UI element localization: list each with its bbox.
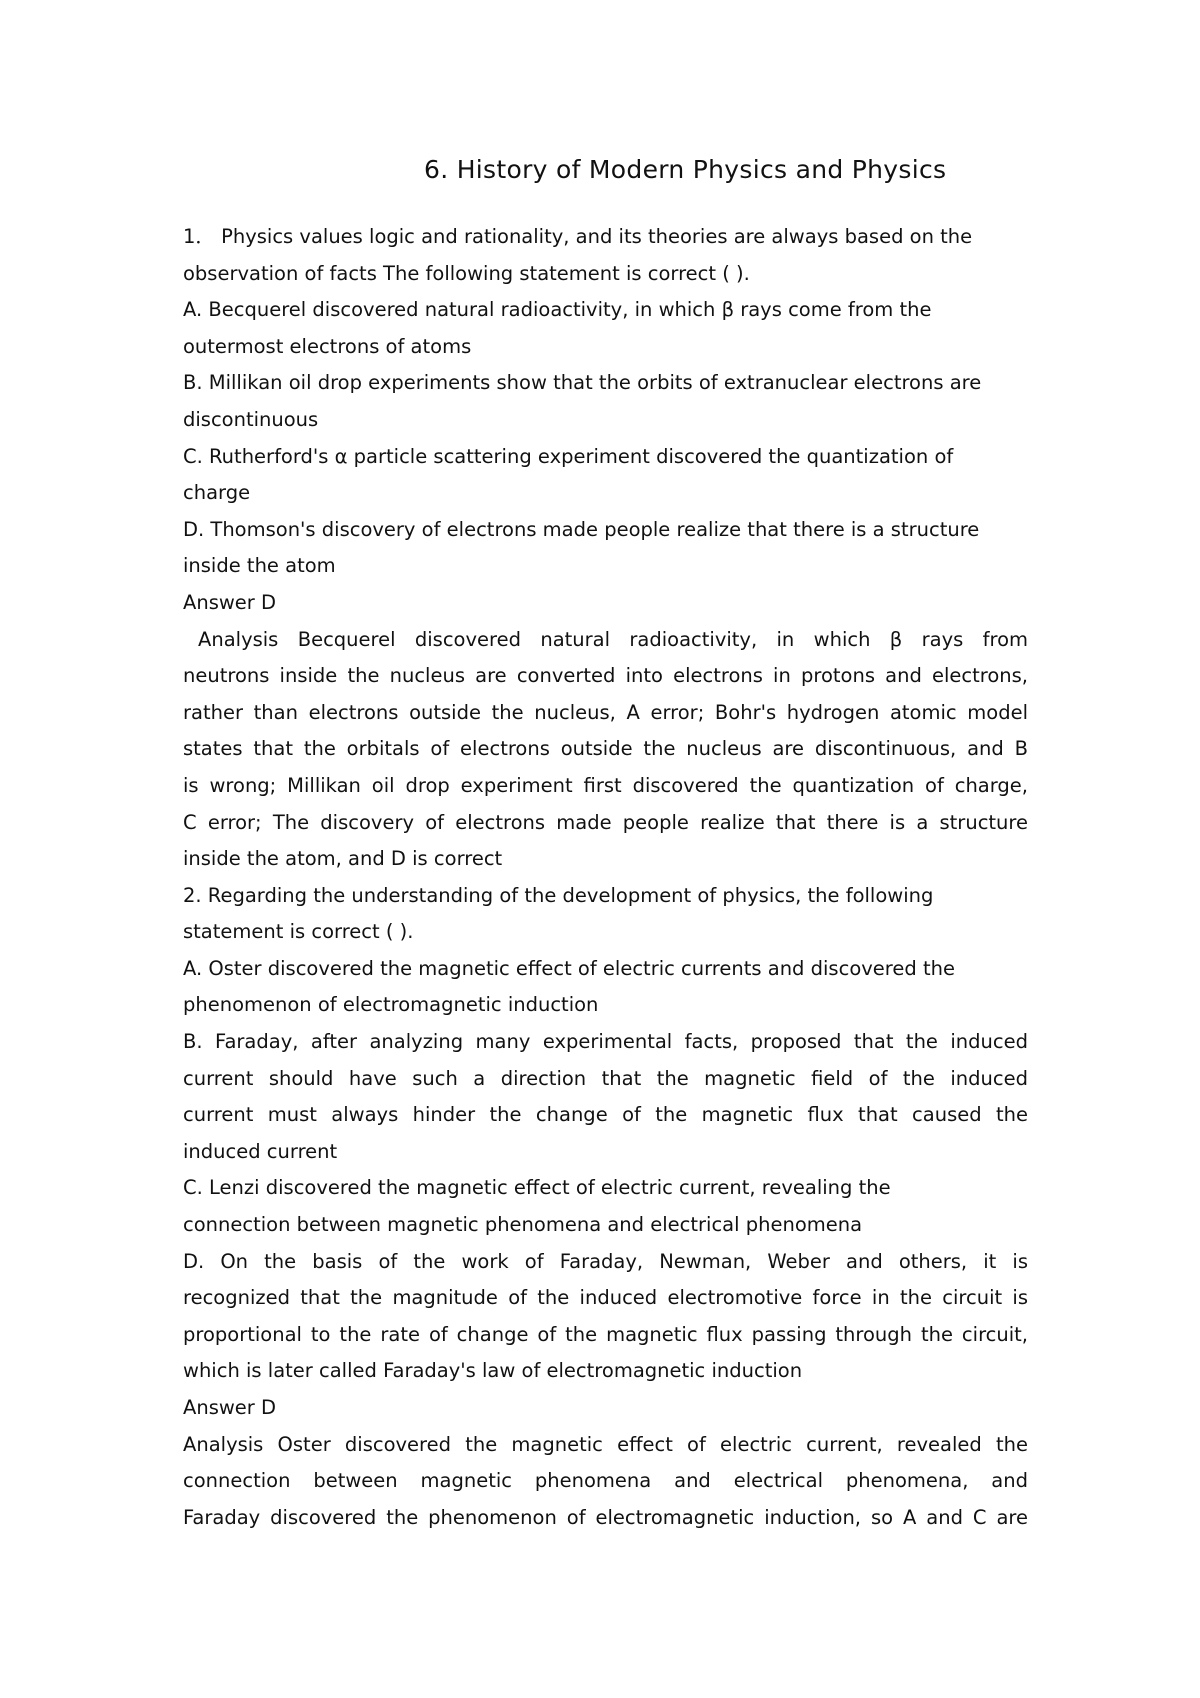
- analysis-line: C error; The discovery of electrons made people realize that there is a structure: [183, 810, 1028, 834]
- text-line: current must always hinder the change of the magnetic flux that caused the: [183, 1103, 1028, 1127]
- analysis-line: inside the atom, and D is correct: [183, 847, 503, 871]
- text-line: B. Faraday, after analyzing many experimental facts, proposed that the induced: [183, 1030, 1028, 1054]
- text-line: recognized that the magnitude of the induced electromotive force in the circuit is: [183, 1286, 1028, 1310]
- analysis-line: Faraday discovered the phenomenon of electromagnetic induction, so A and C are: [183, 1505, 1028, 1529]
- analysis-line: connection between magnetic phenomena and electrical phenomena, and: [183, 1469, 1028, 1493]
- text-line: C. Rutherford's α particle scattering experiment discovered the quantization of: [183, 444, 954, 468]
- text-line: A. Oster discovered the magnetic effect of electric currents and discovered the: [183, 956, 955, 980]
- text-line: proportional to the rate of change of the magnetic flux passing through the circuit,: [183, 1322, 1028, 1346]
- text-line: 2. Regarding the understanding of the development of physics, the following: [183, 883, 934, 907]
- text-line: charge: [183, 481, 251, 505]
- text-line: phenomenon of electromagnetic induction: [183, 993, 599, 1017]
- analysis-line: Analysis Oster discovered the magnetic effect of electric current, revealed the: [183, 1432, 1028, 1456]
- text-line: D. On the basis of the work of Faraday, Newman, Weber and others, it is: [183, 1249, 1028, 1273]
- text-line: A. Becquerel discovered natural radioactivity, in which β rays come from the: [183, 298, 932, 322]
- text-line: 1． Physics values logic and rationality, and its theories are always based on the: [183, 225, 973, 248]
- text-line: statement is correct ( ).: [183, 920, 414, 944]
- text-line: outermost electrons of atoms: [183, 334, 472, 358]
- analysis-line: is wrong; Millikan oil drop experiment first discovered the quantization of charge,: [183, 773, 1028, 797]
- text-line: inside the atom: [183, 554, 336, 578]
- text-line: B. Millikan oil drop experiments show that the orbits of extranuclear electrons are: [183, 371, 982, 395]
- text-line: discontinuous: [183, 407, 319, 431]
- analysis-line: states that the orbitals of electrons outside the nucleus are discontinuous, and B: [183, 737, 1028, 761]
- answer-label: Answer D: [183, 1396, 277, 1419]
- text-line: C. Lenzi discovered the magnetic effect of electric current, revealing the: [183, 1176, 891, 1200]
- text-line: which is later called Faraday's law of electromagnetic induction: [183, 1359, 803, 1383]
- text-line: induced current: [183, 1139, 338, 1163]
- text-line: D. Thomson's discovery of electrons made people realize that there is a structure: [183, 517, 980, 541]
- document-body: [183, 219, 1028, 1536]
- text-line: connection between magnetic phenomena and electrical phenomena: [183, 1213, 863, 1237]
- analysis-line: Analysis Becquerel discovered natural radioactivity, in which β rays from: [198, 627, 1028, 651]
- text-line: current should have such a direction that the magnetic field of the induced: [183, 1066, 1028, 1090]
- text-line: observation of facts The following statement is correct ( ).: [183, 261, 750, 285]
- analysis-line: neutrons inside the nucleus are converted into electrons in protons and electrons,: [183, 664, 1028, 688]
- analysis-line: rather than electrons outside the nucleus, A error; Bohr's hydrogen atomic model: [183, 700, 1028, 724]
- answer-label: Answer D: [183, 590, 277, 614]
- page-title: 6. History of Modern Physics and Physics: [424, 155, 947, 184]
